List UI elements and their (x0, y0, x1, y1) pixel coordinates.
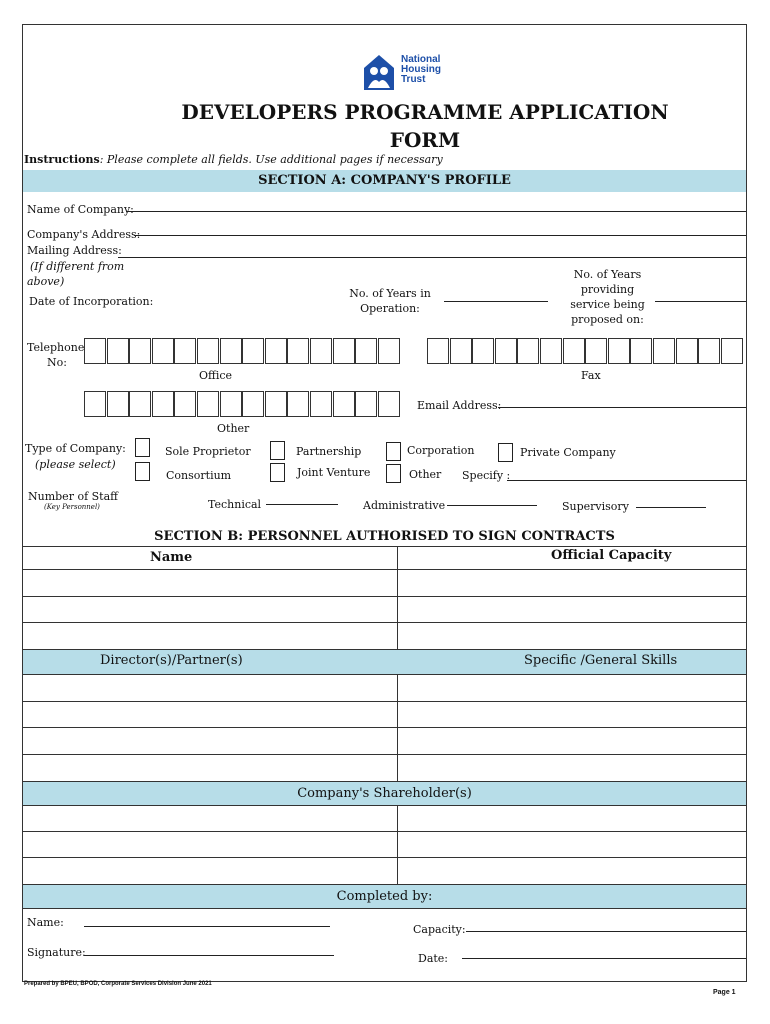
staff-note: (Key Personnel) (44, 503, 100, 511)
specify-field[interactable] (507, 480, 746, 481)
title-line1: DEVELOPERS PROGRAMME APPLICATION (181, 100, 669, 124)
company-name-field[interactable] (126, 211, 746, 212)
phone-digit-cell[interactable] (563, 338, 585, 364)
signature-field[interactable] (84, 955, 334, 956)
telephone-line1: Telephone (27, 341, 85, 354)
partnership-label: Partnership (296, 445, 362, 458)
column-divider (397, 755, 398, 781)
date-label: Date: (418, 952, 449, 965)
phone-digit-cell[interactable] (378, 391, 400, 417)
staff-label: Number of Staff (28, 490, 118, 503)
telephone-line2: No: (47, 356, 67, 369)
column-divider (397, 832, 398, 857)
email-label: Email Address: (417, 399, 502, 412)
phone-digit-cell[interactable] (517, 338, 539, 364)
completed-by-header (22, 885, 747, 909)
joint-venture-label: Joint Venture (297, 466, 371, 479)
directors-header (22, 650, 747, 675)
years-providing-field[interactable] (655, 301, 746, 302)
instructions (24, 152, 443, 167)
section-a-heading-text: SECTION A: COMPANY'S PROFILE (258, 173, 511, 188)
phone-digit-cell[interactable] (287, 338, 309, 364)
phone-digit-cell[interactable] (355, 391, 377, 417)
above-label: above) (27, 275, 65, 288)
years-prov-line4: proposed on: (571, 313, 644, 326)
partnership-checkbox[interactable] (270, 441, 285, 460)
specify-label: Specify : (462, 469, 511, 482)
nht-logo (362, 52, 458, 94)
corporation-checkbox[interactable] (386, 442, 401, 461)
if-different-label: (If different from (30, 260, 125, 273)
personnel-row[interactable] (22, 570, 747, 597)
phone-digit-cell[interactable] (495, 338, 517, 364)
phone-digit-cell[interactable] (197, 391, 219, 417)
capacity-column-header: Official Capacity (551, 548, 672, 563)
personnel-table-header (22, 546, 747, 570)
column-divider (397, 858, 398, 884)
column-divider (397, 547, 398, 569)
administrative-label: Administrative (363, 499, 446, 512)
supervisory-label: Supervisory (562, 500, 629, 513)
phone-digit-cell[interactable] (653, 338, 675, 364)
title-line2: FORM (389, 128, 461, 152)
column-divider (397, 675, 398, 701)
completed-capacity-field[interactable] (466, 931, 746, 932)
mailing-address-label: Mailing Address: (27, 244, 122, 257)
completed-name-field[interactable] (84, 926, 330, 927)
column-divider (397, 597, 398, 622)
company-name-label: Name of Company: (27, 203, 134, 216)
technical-field[interactable] (266, 504, 338, 505)
shareholder-row[interactable] (22, 858, 747, 885)
company-address-label: Company's Address: (27, 228, 141, 241)
years-operation-field[interactable] (444, 301, 548, 302)
shareholders-label: Company's Shareholder(s) (297, 786, 472, 801)
years-op-line2: Operation: (360, 302, 420, 315)
phone-digit-cell[interactable] (310, 391, 332, 417)
email-field[interactable] (498, 407, 746, 408)
logo-line1: National (401, 54, 441, 65)
section-b-heading (22, 527, 747, 547)
consortium-checkbox[interactable] (135, 462, 150, 481)
technical-label: Technical (208, 498, 262, 511)
phone-digit-cell[interactable] (84, 338, 106, 364)
joint-venture-checkbox[interactable] (270, 463, 285, 482)
director-row[interactable] (22, 755, 747, 782)
phone-digit-cell[interactable] (152, 338, 174, 364)
company-address-field[interactable] (134, 235, 746, 236)
phone-digit-cell[interactable] (585, 338, 607, 364)
director-row[interactable] (22, 702, 747, 728)
phone-digit-cell[interactable] (107, 391, 129, 417)
section-a-heading (23, 170, 746, 192)
phone-digit-cell[interactable] (721, 338, 743, 364)
phone-digit-cell[interactable] (333, 391, 355, 417)
other-type-label: Other (409, 468, 442, 481)
administrative-field[interactable] (447, 505, 537, 506)
private-company-checkbox[interactable] (498, 443, 513, 462)
date-incorporation-label: Date of Incorporation: (29, 295, 154, 308)
logo-line2: Housing (401, 64, 441, 75)
years-prov-line3: service being (570, 298, 645, 311)
fax-label: Fax (581, 369, 601, 382)
corporation-label: Corporation (407, 444, 475, 457)
date-field[interactable] (462, 958, 746, 959)
phone-digit-cell[interactable] (197, 338, 219, 364)
shareholder-row[interactable] (22, 806, 747, 832)
signature-label: Signature: (27, 946, 86, 959)
section-b-heading-text: SECTION B: PERSONNEL AUTHORISED TO SIGN CONTRACTS (154, 529, 615, 544)
phone-digit-cell[interactable] (310, 338, 332, 364)
years-prov-line2: providing (580, 283, 635, 296)
logo-line3: Trust (401, 74, 426, 85)
phone-digit-cell[interactable] (698, 338, 720, 364)
prepared-by-footer: Prepared by BPEU, BPOD, Corporate Services Division June 2021 (24, 981, 212, 987)
phone-digit-cell[interactable] (107, 338, 129, 364)
phone-digit-cell[interactable] (378, 338, 400, 364)
instructions-text: : Please complete all fields. Use additional pages if necessary (99, 153, 443, 166)
completed-by-label: Completed by: (336, 889, 433, 904)
phone-digit-cell[interactable] (84, 391, 106, 417)
directors-label: Director(s)/Partner(s) (100, 653, 243, 668)
phone-digit-cell[interactable] (676, 338, 698, 364)
column-divider (397, 623, 398, 649)
skills-label: Specific /General Skills (524, 653, 678, 668)
personnel-row[interactable] (22, 623, 747, 650)
company-type-label: Type of Company: (25, 442, 126, 455)
phone-digit-cell[interactable] (427, 338, 449, 364)
house-logo-icon (362, 52, 396, 92)
phone-digit-cell[interactable] (333, 338, 355, 364)
phone-digit-cell[interactable] (174, 338, 196, 364)
completed-capacity-label: Capacity: (413, 923, 466, 936)
phone-digit-cell[interactable] (287, 391, 309, 417)
consortium-label: Consortium (166, 469, 232, 482)
years-operation-label (340, 286, 440, 316)
phone-digit-cell[interactable] (265, 338, 287, 364)
supervisory-field[interactable] (636, 507, 706, 508)
other-label: Other (217, 422, 250, 435)
phone-digit-cell[interactable] (129, 338, 151, 364)
phone-digit-cell[interactable] (220, 338, 242, 364)
phone-digit-cell[interactable] (608, 338, 630, 364)
director-row[interactable] (22, 728, 747, 755)
shareholder-row[interactable] (22, 832, 747, 858)
completed-name-label: Name: (27, 916, 64, 929)
column-divider (397, 570, 398, 596)
years-op-line1: No. of Years in (349, 287, 431, 300)
phone-digit-cell[interactable] (242, 338, 264, 364)
sole-proprietor-label: Sole Proprietor (165, 445, 251, 458)
director-row[interactable] (22, 675, 747, 702)
phone-digit-cell[interactable] (242, 391, 264, 417)
mailing-address-field[interactable] (118, 257, 746, 258)
phone-digit-cell[interactable] (355, 338, 377, 364)
sole-proprietor-checkbox[interactable] (135, 438, 150, 457)
telephone-label (27, 340, 84, 370)
phone-digit-cell[interactable] (129, 391, 151, 417)
years-prov-line1: No. of Years (573, 268, 642, 281)
phone-digit-cell[interactable] (472, 338, 494, 364)
phone-digit-cell[interactable] (265, 391, 287, 417)
page-number: Page 1 (713, 989, 736, 996)
phone-digit-cell[interactable] (220, 391, 242, 417)
phone-digit-cell[interactable] (450, 338, 472, 364)
private-company-label: Private Company (520, 446, 616, 459)
phone-digit-cell[interactable] (174, 391, 196, 417)
office-label: Office (199, 369, 233, 382)
name-column-header: Name (150, 550, 193, 565)
phone-digit-cell[interactable] (152, 391, 174, 417)
page-title (150, 98, 700, 154)
phone-digit-cell[interactable] (630, 338, 652, 364)
other-type-checkbox[interactable] (386, 464, 401, 483)
column-divider (397, 728, 398, 754)
shareholders-header (22, 782, 747, 806)
column-divider (397, 806, 398, 831)
personnel-row[interactable] (22, 597, 747, 623)
phone-digit-cell[interactable] (540, 338, 562, 364)
column-divider (397, 702, 398, 727)
please-select-label: (please select) (35, 458, 116, 471)
instructions-label: Instructions (24, 153, 100, 166)
years-providing-label (560, 267, 655, 327)
